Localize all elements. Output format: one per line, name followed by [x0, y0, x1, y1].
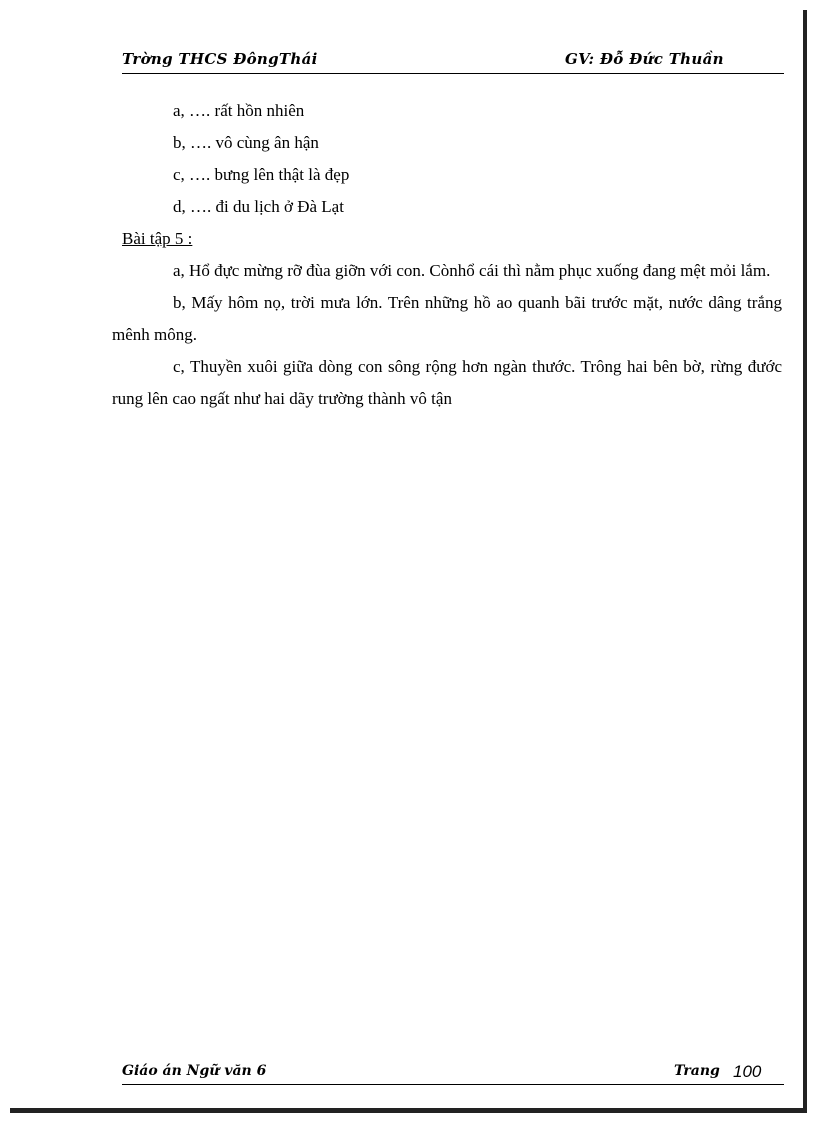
page-shadow-bottom	[10, 1108, 807, 1113]
paragraph-c: c, Thuyền xuôi giữa dòng con sông rộng hơn ngàn thước. Trông hai bên bờ, rừng đước rung lên cao ngất như hai dãy trường thành vô tận	[112, 357, 782, 408]
exercise-item-b: b, …. vô cùng ân hận	[173, 133, 319, 152]
paragraph-a: a, Hổ đực mừng rỡ đùa giỡn với con. Cònhổ cái thì nằm phục xuống đang mệt mỏi lắm.	[173, 261, 771, 280]
footer-page-number: 100	[733, 1062, 762, 1081]
page-footer	[122, 1058, 784, 1085]
header-teacher: GV: Đỗ Đức Thuần	[565, 50, 724, 68]
document-body	[112, 95, 782, 415]
footer-page-label: Trang	[674, 1063, 720, 1079]
section-title: Bài tập 5 :	[122, 229, 193, 248]
exercise-item-d: d, …. đi du lịch ở Đà Lạt	[173, 197, 344, 216]
footer-subject: Giáo án Ngữ văn 6	[122, 1063, 267, 1079]
page-header	[122, 47, 784, 74]
page-shadow-right	[803, 10, 807, 1113]
header-school: Trờng THCS ĐôngThái	[122, 50, 318, 68]
exercise-item-a: a, …. rất hồn nhiên	[173, 101, 305, 120]
exercise-item-c: c, …. bưng lên thật là đẹp	[173, 165, 350, 184]
paragraph-b: b, Mấy hôm nọ, trời mưa lớn. Trên những hồ ao quanh bãi trước mặt, nước dâng trắng mênh mông.	[112, 293, 782, 344]
